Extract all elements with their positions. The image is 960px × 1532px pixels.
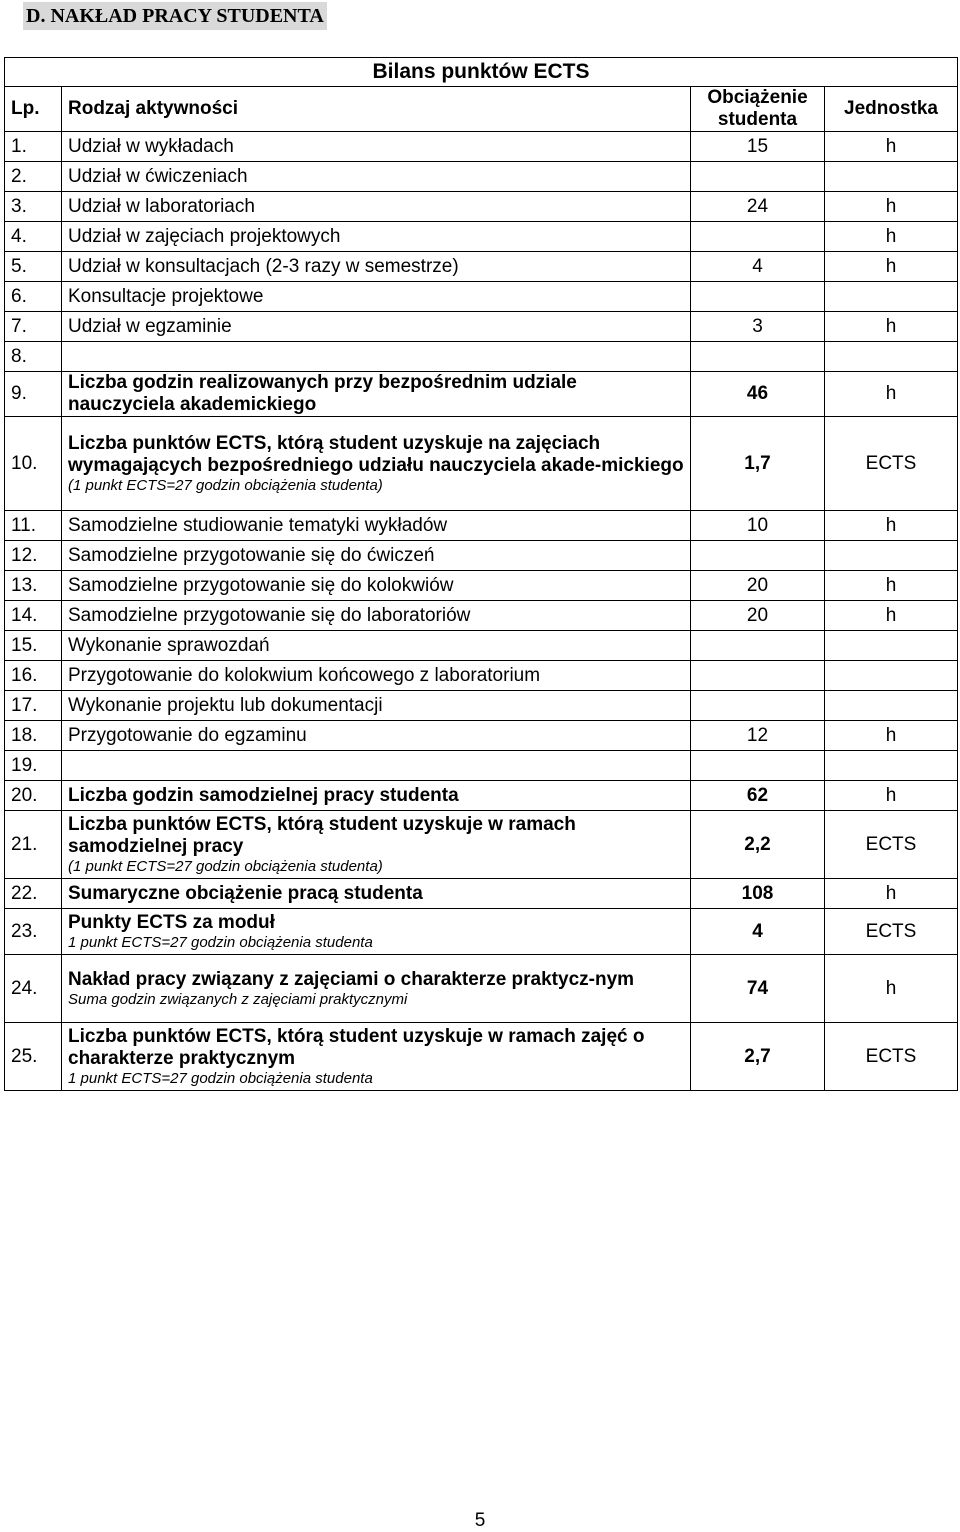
row-load-value: 1,7 (691, 417, 825, 511)
activity-note: Suma godzin związanych z zajęciami praktycznymi (68, 990, 408, 1008)
row-load-value: 12 (691, 721, 825, 751)
row-unit: h (825, 132, 958, 162)
row-unit: h (825, 312, 958, 342)
row-number: 3. (5, 192, 62, 222)
page-number: 5 (474, 1510, 486, 1531)
row-number: 19. (5, 751, 62, 781)
table-row (5, 1023, 958, 1091)
row-load-value: 3 (691, 312, 825, 342)
row-load-value: 4 (691, 252, 825, 282)
row-unit: ECTS (825, 811, 958, 879)
row-load-value (691, 751, 825, 781)
table-row (5, 162, 958, 192)
row-number: 4. (5, 222, 62, 252)
row-unit (825, 162, 958, 192)
activity-label: Udział w egzaminie (68, 315, 232, 337)
table-row (5, 132, 958, 162)
activity-label: Wykonanie projektu lub dokumentacji (68, 694, 383, 716)
activity-note: 1 punkt ECTS=27 godzin obciążenia studenta (68, 1069, 373, 1087)
row-activity (62, 162, 691, 192)
table-title: Bilans punktów ECTS (5, 58, 958, 87)
row-unit: h (825, 252, 958, 282)
row-activity (62, 601, 691, 631)
row-activity (62, 417, 691, 511)
activity-label: Nakład pracy związany z zajęciami o charakterze praktycz-nym (68, 968, 635, 990)
row-unit: h (825, 511, 958, 541)
row-activity (62, 691, 691, 721)
activity-note: 1 punkt ECTS=27 godzin obciążenia studenta (68, 933, 373, 951)
table-row (5, 282, 958, 312)
activity-label: Samodzielne przygotowanie się do ćwiczeń (68, 544, 435, 566)
activity-label: Liczba punktów ECTS, którą student uzyskuje na zajęciach wymagających bezpośredniego udziału nauczyciela akade-mickiego (68, 432, 684, 476)
row-activity (62, 811, 691, 879)
row-load-value (691, 631, 825, 661)
table-row (5, 222, 958, 252)
header-lp: Lp. (5, 87, 62, 132)
row-unit (825, 541, 958, 571)
row-number: 23. (5, 909, 62, 955)
row-activity (62, 661, 691, 691)
row-load-value: 20 (691, 571, 825, 601)
row-number: 9. (5, 372, 62, 417)
activity-note: (1 punkt ECTS=27 godzin obciążenia studenta) (68, 857, 383, 875)
row-number: 25. (5, 1023, 62, 1091)
row-load-value: 46 (691, 372, 825, 417)
row-number: 6. (5, 282, 62, 312)
table-row (5, 417, 958, 511)
row-activity (62, 541, 691, 571)
row-activity (62, 342, 691, 372)
activity-label: Wykonanie sprawozdań (68, 634, 270, 656)
row-unit: h (825, 781, 958, 811)
row-number: 11. (5, 511, 62, 541)
table-row (5, 751, 958, 781)
row-activity (62, 781, 691, 811)
row-unit: ECTS (825, 417, 958, 511)
row-number: 18. (5, 721, 62, 751)
row-number: 2. (5, 162, 62, 192)
table-row (5, 252, 958, 282)
header-unit: Jednostka (825, 87, 958, 132)
row-number: 8. (5, 342, 62, 372)
row-number: 15. (5, 631, 62, 661)
row-number: 16. (5, 661, 62, 691)
row-number: 7. (5, 312, 62, 342)
activity-label: Liczba punktów ECTS, którą student uzyskuje w ramach samodzielnej pracy (68, 813, 576, 857)
table-row (5, 955, 958, 1023)
row-unit: h (825, 192, 958, 222)
row-activity (62, 312, 691, 342)
row-unit: h (825, 222, 958, 252)
row-load-value (691, 661, 825, 691)
table-row (5, 691, 958, 721)
activity-label: Udział w laboratoriach (68, 195, 255, 217)
row-unit: h (825, 601, 958, 631)
row-load-value: 24 (691, 192, 825, 222)
activity-label: Sumaryczne obciążenie pracą studenta (68, 882, 423, 904)
activity-label: Liczba godzin realizowanych przy bezpośrednim udziale nauczyciela akademickiego (68, 372, 577, 415)
header-load: Obciążenie studenta (691, 87, 825, 132)
section-title: D. NAKŁAD PRACY STUDENTA (23, 2, 327, 30)
row-unit: ECTS (825, 1023, 958, 1091)
row-unit: h (825, 571, 958, 601)
activity-label: Samodzielne studiowanie tematyki wykładów (68, 514, 448, 536)
table-row (5, 511, 958, 541)
row-number: 5. (5, 252, 62, 282)
activity-label: Konsultacje projektowe (68, 285, 264, 307)
row-load-value: 62 (691, 781, 825, 811)
table-row (5, 811, 958, 879)
row-activity (62, 372, 691, 417)
table-row (5, 571, 958, 601)
table-row (5, 312, 958, 342)
table-row (5, 541, 958, 571)
row-load-value: 2,2 (691, 811, 825, 879)
ects-balance-table (4, 57, 958, 1091)
row-unit (825, 661, 958, 691)
activity-label: Przygotowanie do kolokwium końcowego z laboratorium (68, 664, 541, 686)
row-activity (62, 252, 691, 282)
table-row (5, 661, 958, 691)
row-activity (62, 1023, 691, 1091)
row-unit (825, 282, 958, 312)
row-unit: h (825, 372, 958, 417)
row-load-value: 20 (691, 601, 825, 631)
row-number: 13. (5, 571, 62, 601)
table-row (5, 721, 958, 751)
table-row (5, 781, 958, 811)
activity-label: Przygotowanie do egzaminu (68, 724, 307, 746)
activity-label: Udział w ćwiczeniach (68, 165, 248, 187)
row-activity (62, 631, 691, 661)
row-unit (825, 342, 958, 372)
row-load-value (691, 162, 825, 192)
table-row (5, 372, 958, 417)
row-number: 24. (5, 955, 62, 1023)
row-load-value (691, 282, 825, 312)
row-activity (62, 511, 691, 541)
row-unit: h (825, 721, 958, 751)
row-activity (62, 879, 691, 909)
row-load-value: 2,7 (691, 1023, 825, 1091)
table-row (5, 879, 958, 909)
row-activity (62, 192, 691, 222)
row-unit (825, 631, 958, 661)
activity-label: Liczba punktów ECTS, którą student uzyskuje w ramach zajęć o charakterze praktycznym (68, 1025, 645, 1069)
activity-label: Liczba godzin samodzielnej pracy studenta (68, 784, 459, 806)
table-row (5, 192, 958, 222)
row-unit (825, 691, 958, 721)
row-activity (62, 721, 691, 751)
activity-label: Samodzielne przygotowanie się do laboratoriów (68, 604, 471, 626)
header-activity: Rodzaj aktywności (62, 87, 691, 132)
row-load-value (691, 342, 825, 372)
table-row (5, 631, 958, 661)
row-unit: ECTS (825, 909, 958, 955)
row-load-value (691, 691, 825, 721)
row-unit: h (825, 955, 958, 1023)
table-row (5, 601, 958, 631)
row-activity (62, 955, 691, 1023)
row-activity (62, 909, 691, 955)
row-unit: h (825, 879, 958, 909)
row-number: 12. (5, 541, 62, 571)
row-load-value: 74 (691, 955, 825, 1023)
activity-label: Punkty ECTS za moduł (68, 911, 275, 933)
row-load-value: 10 (691, 511, 825, 541)
table-row (5, 342, 958, 372)
row-number: 1. (5, 132, 62, 162)
table-row (5, 909, 958, 955)
row-activity (62, 571, 691, 601)
row-load-value: 108 (691, 879, 825, 909)
activity-label: Udział w wykładach (68, 135, 234, 157)
activity-label: Udział w zajęciach projektowych (68, 225, 341, 247)
row-activity (62, 282, 691, 312)
row-load-value (691, 541, 825, 571)
activity-label: Udział w konsultacjach (2-3 razy w semestrze) (68, 255, 459, 277)
row-unit (825, 751, 958, 781)
activity-note: (1 punkt ECTS=27 godzin obciążenia studenta) (68, 476, 383, 494)
row-activity (62, 222, 691, 252)
row-number: 22. (5, 879, 62, 909)
row-activity (62, 751, 691, 781)
row-activity (62, 132, 691, 162)
row-load-value (691, 222, 825, 252)
row-number: 14. (5, 601, 62, 631)
row-number: 10. (5, 417, 62, 511)
activity-label: Samodzielne przygotowanie się do kolokwiów (68, 574, 454, 596)
row-number: 17. (5, 691, 62, 721)
row-number: 21. (5, 811, 62, 879)
row-number: 20. (5, 781, 62, 811)
row-load-value: 15 (691, 132, 825, 162)
row-load-value: 4 (691, 909, 825, 955)
